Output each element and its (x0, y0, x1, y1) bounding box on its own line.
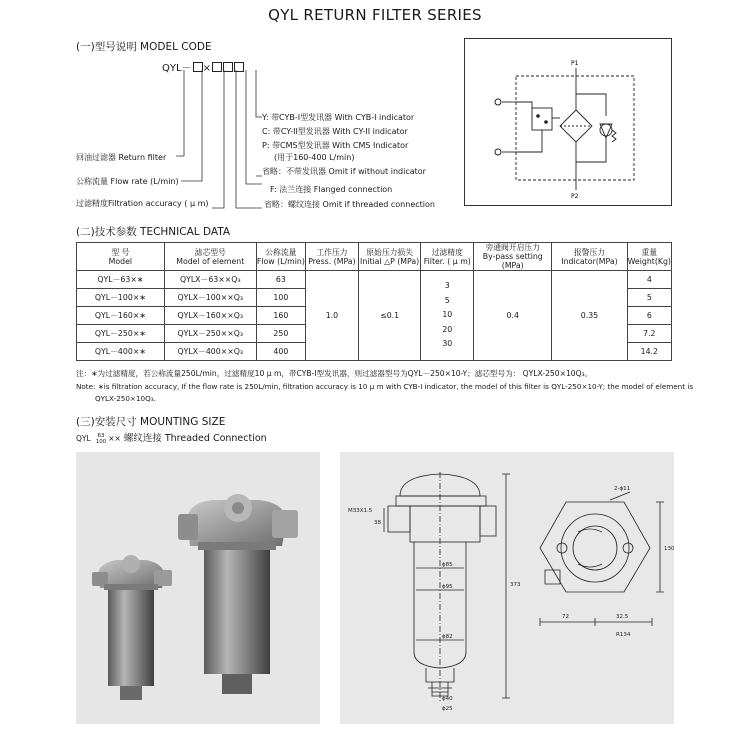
mounting-flow-fraction: 63 100 (95, 432, 107, 445)
cell-initial-dp: ≤0.1 (358, 271, 421, 361)
dim-phi82: ϕ82 (442, 634, 453, 640)
cell-element: QYLX－100××Q₃ (164, 289, 256, 307)
header-flow: 公称流量 Flow (L/min) (256, 243, 305, 271)
cell-flow: 100 (256, 289, 305, 307)
cell-model: QYL－160×∗ (77, 307, 165, 325)
dim-thread: M33X1.5 (348, 508, 373, 514)
hydraulic-schematic (464, 38, 672, 206)
cell-flow: 250 (256, 325, 305, 343)
cell-model: QYL－63×∗ (77, 271, 165, 289)
note-chinese: 注：∗为过滤精度，若公称流量250L/min，过滤精度10 μ m，带CYB-I型发讯器，则过滤器型号为QYL－250×10-Y；滤芯型号为： QYLX-250×10Q₃。 (76, 369, 593, 378)
cell-weight: 4 (627, 271, 671, 289)
technical-data-heading: (二)技术参数 TECHNICAL DATA (76, 226, 231, 238)
cell-element: QYLX－250××Q₃ (164, 325, 256, 343)
dim-phi85a: ϕ85 (442, 562, 453, 568)
label-flow-rate: 公称流量 Flow rate (L/min) (76, 177, 179, 186)
indicator-option-y: Y: 带CYB-I型发讯器 With CYB-I indicator (262, 113, 415, 122)
cell-weight: 7.2 (627, 325, 671, 343)
dim-373: 373 (510, 582, 521, 588)
header-indicator: 报警压力 Indicator(MPa) (552, 243, 627, 271)
code-times: × (202, 63, 211, 74)
code-prefix: QYL－ (162, 63, 192, 74)
header-weight: 重量 Weight(Kg) (627, 243, 671, 271)
cell-indicator: 0.35 (552, 271, 627, 361)
header-bypass: 旁通阀开启压力 By-pass setting (MPa) (474, 243, 552, 271)
product-photo (76, 452, 320, 724)
cell-element: QYLX－400××Q₃ (164, 343, 256, 361)
indicator-option-p-range: (用于160-400 L/min) (274, 153, 355, 162)
note-english-line2: QYLX-250×10Q₃. (95, 394, 156, 403)
indicator-option-c: C: 带CY-II型发讯器 With CY-II indicator (262, 127, 408, 136)
mounting-model-label: QYL 63 100 ×× 螺纹连接 Threaded Connection (76, 432, 267, 445)
connection-option-threaded: 省略：螺纹连接 Omit if threaded connection (264, 200, 435, 209)
header-initial-dp: 原始压力损失 Initial △P (MPa) (358, 243, 421, 271)
dim-130: 130 (664, 546, 674, 552)
dim-32-5: 32.5 (616, 614, 629, 620)
cell-filtration: 3 5 10 20 30 (421, 271, 474, 361)
dim-phi40: ϕ40 (442, 696, 453, 702)
header-model: 型 号 Model (77, 243, 165, 271)
cell-element: QYLX－63××Q₃ (164, 271, 256, 289)
connection-option-flanged: F: 法兰连接 Flanged connection (270, 185, 393, 194)
cell-pressure: 1.0 (305, 271, 358, 361)
schematic-p2-label: P2 (571, 193, 579, 200)
cell-model: QYL－400×∗ (77, 343, 165, 361)
cell-bypass: 0.4 (474, 271, 552, 361)
table-header-row (77, 243, 672, 271)
indicator-option-omit: 省略：不带发讯器 Omit if without indicator (262, 167, 426, 176)
model-code-heading: (一)型号说明 MODEL CODE (76, 41, 212, 53)
cell-weight: 14.2 (627, 343, 671, 361)
schematic-p1-label: P1 (571, 60, 579, 67)
page-title: QYL RETURN FILTER SERIES (268, 6, 482, 24)
cell-element: QYLX－160××Q₃ (164, 307, 256, 325)
header-pressure: 工作压力 Press. (MPa) (305, 243, 358, 271)
technical-data-table (76, 242, 672, 361)
dim-r134: R134 (616, 632, 631, 638)
note-english-line1: Note: ∗is filtration accuracy, If the flow rate is 250L/min, filtration accuracy is 10 μ m with CYB-I indicator, the model of this filter is QYL-250×10-Y; the model of element is (76, 382, 694, 391)
dim-holes: 2-ϕ11 (614, 486, 631, 492)
cell-flow: 63 (256, 271, 305, 289)
cell-weight: 6 (627, 307, 671, 325)
table-row (77, 271, 672, 289)
dim-72: 72 (562, 614, 569, 620)
cell-flow: 400 (256, 343, 305, 361)
dim-phi95: ϕ95 (442, 584, 453, 590)
indicator-option-p: P: 带CMS型发讯器 With CMS Indicator (262, 141, 409, 150)
mounting-size-heading: (三)安装尺寸 MOUNTING SIZE (76, 416, 226, 428)
cell-model: QYL－100×∗ (77, 289, 165, 307)
label-return-filter: 回油过滤器 Return filter (76, 153, 167, 162)
dim-phi25: ϕ25 (442, 706, 453, 712)
dim-38: 38 (374, 520, 381, 526)
label-filtration-accuracy: 过滤精度Filtration accuracy ( μ m) (76, 199, 209, 208)
header-filtration: 过滤精度 Filter. ( μ m) (421, 243, 474, 271)
cell-weight: 5 (627, 289, 671, 307)
cell-flow: 160 (256, 307, 305, 325)
mounting-drawing (340, 452, 674, 724)
header-element: 滤芯型号 Model of element (164, 243, 256, 271)
cell-model: QYL－250×∗ (77, 325, 165, 343)
